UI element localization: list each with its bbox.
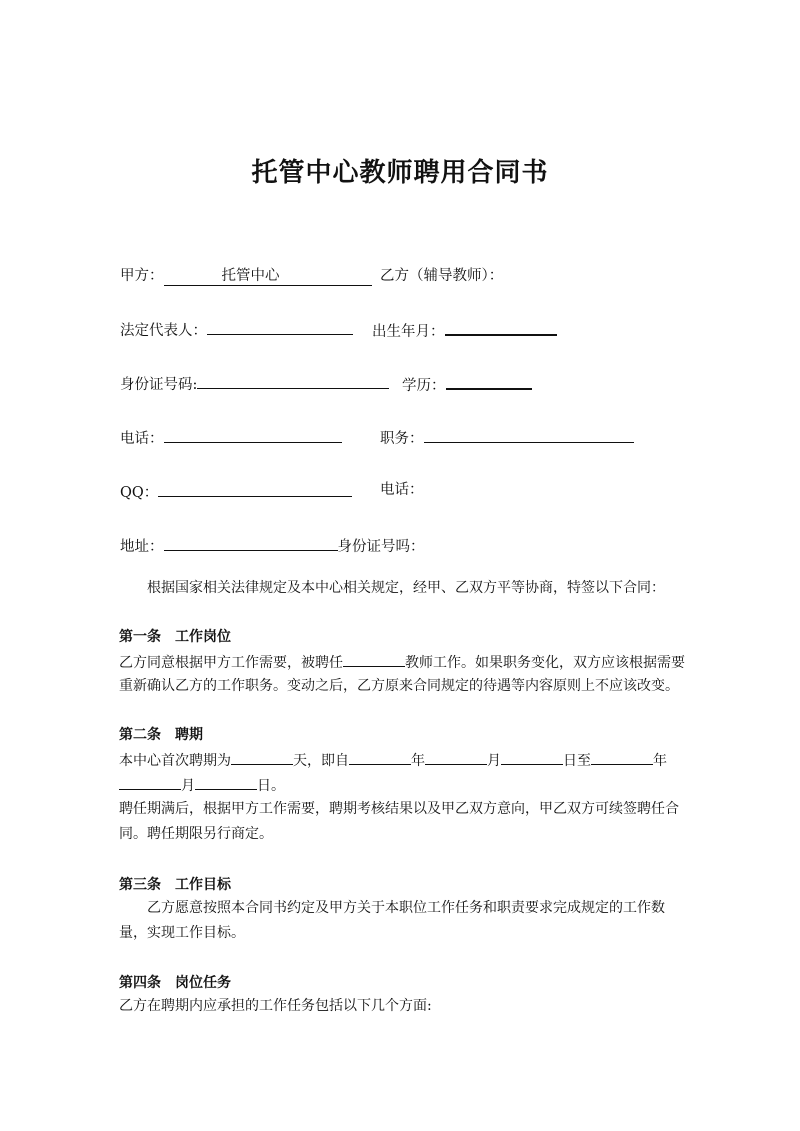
article-2-blank-month1 [425,748,487,765]
education-field [402,372,532,396]
phone-field [120,426,342,449]
party-b-field [380,266,503,286]
article-2-line-2 [119,773,285,796]
article-3-heading [119,874,231,894]
party-a-value-line [164,267,372,286]
article-2-blank-day1 [501,748,563,765]
article-1-line-2: 重新确认乙方的工作职务。变动之后，乙方原来合同规定的待遇等内容原则上不应该改变。 [119,678,679,694]
article-2-text-e: 日至 [563,753,591,769]
phone-blank [164,426,342,443]
phone2-field [380,480,424,500]
article-2-text-f: 年 [653,753,667,769]
article-2-text-b: 天，即自 [293,753,349,769]
document-title: 托管中心教师聘用合同书 [251,158,549,188]
article-2-heading [119,724,203,744]
position-label: 职务： [380,431,424,447]
article-2-text-h: 日。 [257,778,285,794]
qq-label: QQ： [120,485,159,501]
birth-label: 出生年月： [372,324,445,340]
article-2-text-a: 本中心首次聘期为 [119,753,231,769]
article-2-name: 聘期 [175,727,203,743]
phone-label: 电话： [120,431,164,447]
party-a-field [120,266,372,286]
article-2-line-1 [119,748,667,771]
intro-paragraph: 根据国家相关法律规定及本中心相关规定，经甲、乙双方平等协商，特签以下合同： [147,580,665,596]
party-a-value: 托管中心 [221,268,280,284]
article-2-blank-year1 [349,748,411,765]
article-2-number: 第二条 [119,727,161,743]
article-1-heading [119,626,231,646]
education-blank [446,372,532,390]
article-1-line-1 [119,650,685,673]
qq-field [120,480,352,503]
article-3-line-1: 乙方愿意按照本合同书约定及甲方关于本职位工作任务和职责要求完成规定的工作数 [147,900,665,916]
article-2-blank-days [231,748,293,765]
address-blank [164,534,338,551]
article-4-heading [119,972,231,992]
article-3-number: 第三条 [119,877,161,893]
id-number-label: 身份证号码: [120,377,198,393]
position-blank [424,426,634,443]
article-2-line-4: 同。聘任期限另行商定。 [119,826,273,842]
article-2-text-c: 年 [411,753,425,769]
legal-rep-blank [207,318,353,335]
legal-rep-label: 法定代表人： [120,323,207,339]
position-field [380,426,634,449]
article-2-blank-month2 [119,773,181,790]
address-field [120,534,425,557]
phone2-label: 电话： [380,482,424,498]
party-b-label: 乙方（辅导教师）： [380,268,504,284]
qq-blank [158,480,352,497]
article-2-text-g: 月 [181,778,195,794]
article-1-text-b: 教师工作。如果职务变化，双方应该根据需要 [405,655,685,671]
article-4-name: 岗位任务 [175,975,231,991]
article-1-text-a: 乙方同意根据甲方工作需要，被聘任 [119,655,343,671]
education-label: 学历： [402,378,446,394]
article-2-line-3: 聘任期满后，根据甲方工作需要，聘期考核结果以及甲乙双方意向，甲乙双方可续签聘任合 [119,801,679,817]
article-2-blank-year2 [591,748,653,765]
article-1-name: 工作岗位 [175,629,231,645]
article-3-name: 工作目标 [175,877,231,893]
birth-field [372,318,557,342]
article-4-number: 第四条 [119,975,161,991]
id-number-field [120,372,389,395]
party-a-label: 甲方： [120,268,164,284]
article-2-text-d: 月 [487,753,501,769]
birth-blank [445,318,557,336]
article-3-line-2: 量，实现工作目标。 [119,925,245,941]
article-1-blank [343,650,405,667]
legal-rep-field [120,318,353,341]
id-number-blank [197,372,389,389]
article-1-number: 第一条 [119,629,161,645]
address-label: 地址： [120,539,164,555]
id2-label: 身份证号吗： [337,539,425,555]
article-2-blank-day2 [195,773,257,790]
article-4-line-1: 乙方在聘期内应承担的工作任务包括以下几个方面: [119,998,432,1014]
